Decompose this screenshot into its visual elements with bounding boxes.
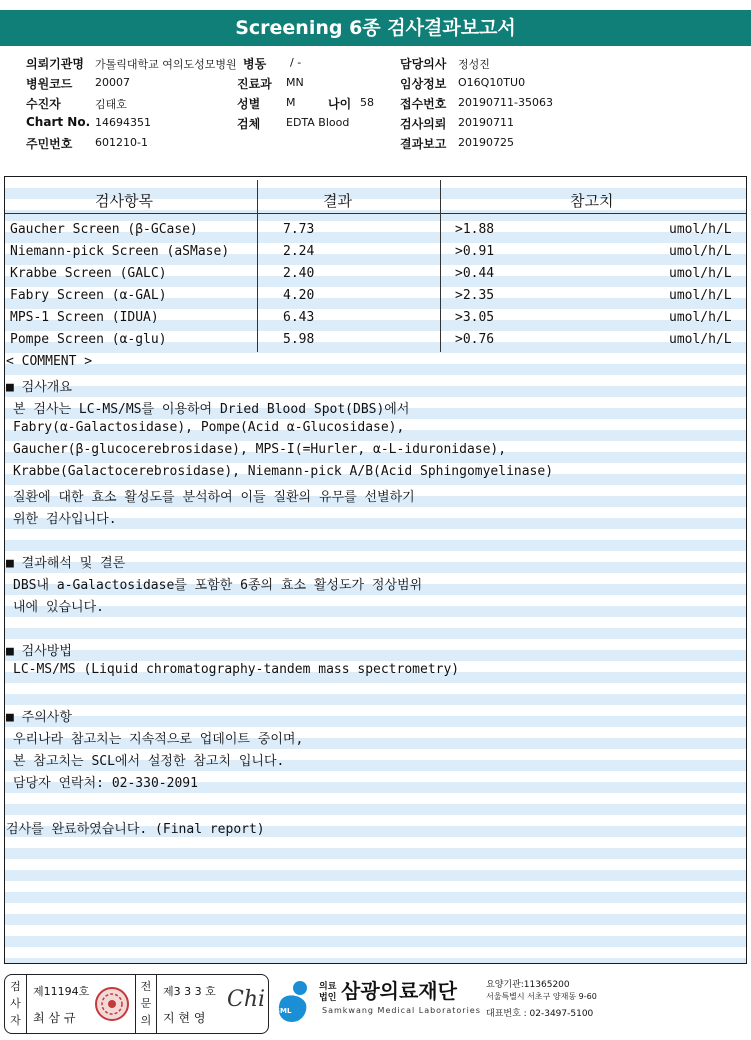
test-reference: >3.05 [455,310,495,325]
col-header-result: 결과 [323,192,352,210]
sml-logo-icon [272,978,314,1026]
test-result: 5.98 [283,332,315,347]
test-reference: >2.35 [455,288,495,303]
test-item: Krabbe Screen (GALC) [10,266,167,281]
test-item: MPS-1 Screen (IDUA) [10,310,159,325]
test-result: 2.24 [283,244,315,259]
org-phone: 대표번호 : 02-3497-5100 [486,1009,594,1019]
comment-line: 내에 있습니다. [13,600,105,615]
test-item: Gaucher Screen (β-GCase) [10,222,198,237]
dept-value: MN [286,76,304,89]
age-value: 58 [360,96,374,109]
institution-value: 가톨릭대학교 여의도성모병원 [95,58,237,71]
specimen-label: 검체 [237,117,261,131]
chart-no-value: 14694351 [95,116,151,129]
test-result: 6.43 [283,310,315,325]
test-reference: >1.88 [455,222,495,237]
org-tag-bottom: 법인 [319,993,337,1003]
comment-heading: < COMMENT > [6,354,93,369]
section-title: ■ 결과해석 및 결론 [6,556,126,571]
clinical-info-label: 임상정보 [400,77,447,91]
ward-value: / - [290,56,302,69]
signature-box [4,974,269,1034]
section-title: ■ 검사개요 [6,380,72,395]
request-date-value: 20190711 [458,116,514,129]
test-unit: umol/h/L [669,332,732,347]
seal-icon [93,985,131,1023]
patient-header [0,46,751,164]
col-divider [440,180,441,352]
org-name: 삼광의료재단 [341,979,457,1003]
specimen-value: EDTA Blood [286,116,350,129]
org-code: 요양기관:11365200 [486,980,570,990]
specialist-license: 제3 3 3 호 [163,985,216,998]
comment-line: 위한 검사입니다. [13,512,117,527]
test-result: 2.40 [283,266,315,281]
test-unit: umol/h/L [669,222,732,237]
comment-line: Krabbe(Galactocerebrosidase), Niemann-pick A/B(Acid Sphingomyelinase) [13,464,554,479]
clinical-info-value: O16Q10TU0 [458,76,526,89]
test-item: Pompe Screen (α-glu) [10,332,167,347]
test-item: Fabry Screen (α-GAL) [10,288,167,303]
doctor-label: 담당의사 [400,57,447,71]
logo-badge: SML [275,1007,292,1015]
org-tag-top: 의료 [319,982,337,992]
col-divider [257,180,258,352]
age-label: 나이 [328,97,352,111]
org-name-en: Samkwang Medical Laboratories [322,1006,481,1015]
report-footer [0,966,751,1040]
sex-value: M [286,96,296,109]
final-report-note: 검사를 완료하였습니다. (Final report) [6,822,265,837]
test-reference: >0.91 [455,244,495,259]
col-header-reference: 참고치 [570,192,614,210]
receipt-no-value: 20190711-35063 [458,96,553,109]
resident-no-value: 601210-1 [95,136,148,149]
org-address: 서울특별시 서초구 양재동 9-60 [486,992,597,1001]
institution-label: 의뢰기관명 [26,57,84,71]
test-reference: >0.76 [455,332,495,347]
test-unit: umol/h/L [669,266,732,281]
hospital-code-value: 20007 [95,76,130,89]
comment-line: Fabry(α-Galactosidase), Pompe(Acid α-Glucosidase), [13,420,405,435]
sex-label: 성별 [237,97,261,111]
signature: Chi [227,987,266,1012]
comment-line: 질환에 대한 효소 활성도를 분석하여 이들 질환의 유무를 선별하기 [13,490,415,505]
inspector-license: 제11194호 [33,985,90,998]
inspector-name: 최 삼 규 [33,1011,76,1025]
chart-no-label: Chart No. [26,115,91,129]
report-date-value: 20190725 [458,136,514,149]
test-reference: >0.44 [455,266,495,281]
test-result: 7.73 [283,222,315,237]
patient-name-value: 김태호 [95,98,127,111]
ward-label: 병동 [243,57,267,71]
inspector-label: 검 사 자 [5,975,27,1033]
comment-line: 본 검사는 LC-MS/MS를 이용하여 Dried Blood Spot(DBS)에서 [13,402,410,417]
specialist-label: 전 문 의 [135,975,157,1033]
header-rule [5,213,746,214]
hospital-code-label: 병원코드 [26,77,73,91]
request-date-label: 검사의뢰 [400,117,447,131]
section-title: ■ 주의사항 [6,710,72,725]
test-unit: umol/h/L [669,288,732,303]
resident-no-label: 주민번호 [26,137,73,151]
patient-name-label: 수진자 [26,97,61,111]
report-title: Screening 6종 검사결과보고서 [0,10,751,46]
report-date-label: 결과보고 [400,137,447,151]
receipt-no-label: 접수번호 [400,97,447,111]
comment-line: 담당자 연락처: 02-330-2091 [13,776,198,791]
col-header-item: 검사항목 [95,192,153,210]
test-item: Niemann-pick Screen (aSMase) [10,244,230,259]
test-unit: umol/h/L [669,244,732,259]
section-title: ■ 검사방법 [6,644,72,659]
specialist-name: 지 현 영 [163,1011,206,1025]
comment-line: LC-MS/MS (Liquid chromatography-tandem mass spectrometry) [13,662,460,677]
dept-label: 진료과 [237,77,272,91]
comment-line: 본 참고치는 SCL에서 설정한 참고치 입니다. [13,754,285,769]
comment-line: 우리나라 참고치는 지속적으로 업데이트 중이며, [13,732,304,747]
test-result: 4.20 [283,288,315,303]
doctor-value: 정성진 [458,58,490,71]
comment-line: Gaucher(β-glucocerebrosidase), MPS-I(=Hurler, α-L-iduronidase), [13,442,507,457]
test-unit: umol/h/L [669,310,732,325]
comment-line: DBS내 a-Galactosidase를 포함한 6종의 효소 활성도가 정상범위 [13,578,423,593]
